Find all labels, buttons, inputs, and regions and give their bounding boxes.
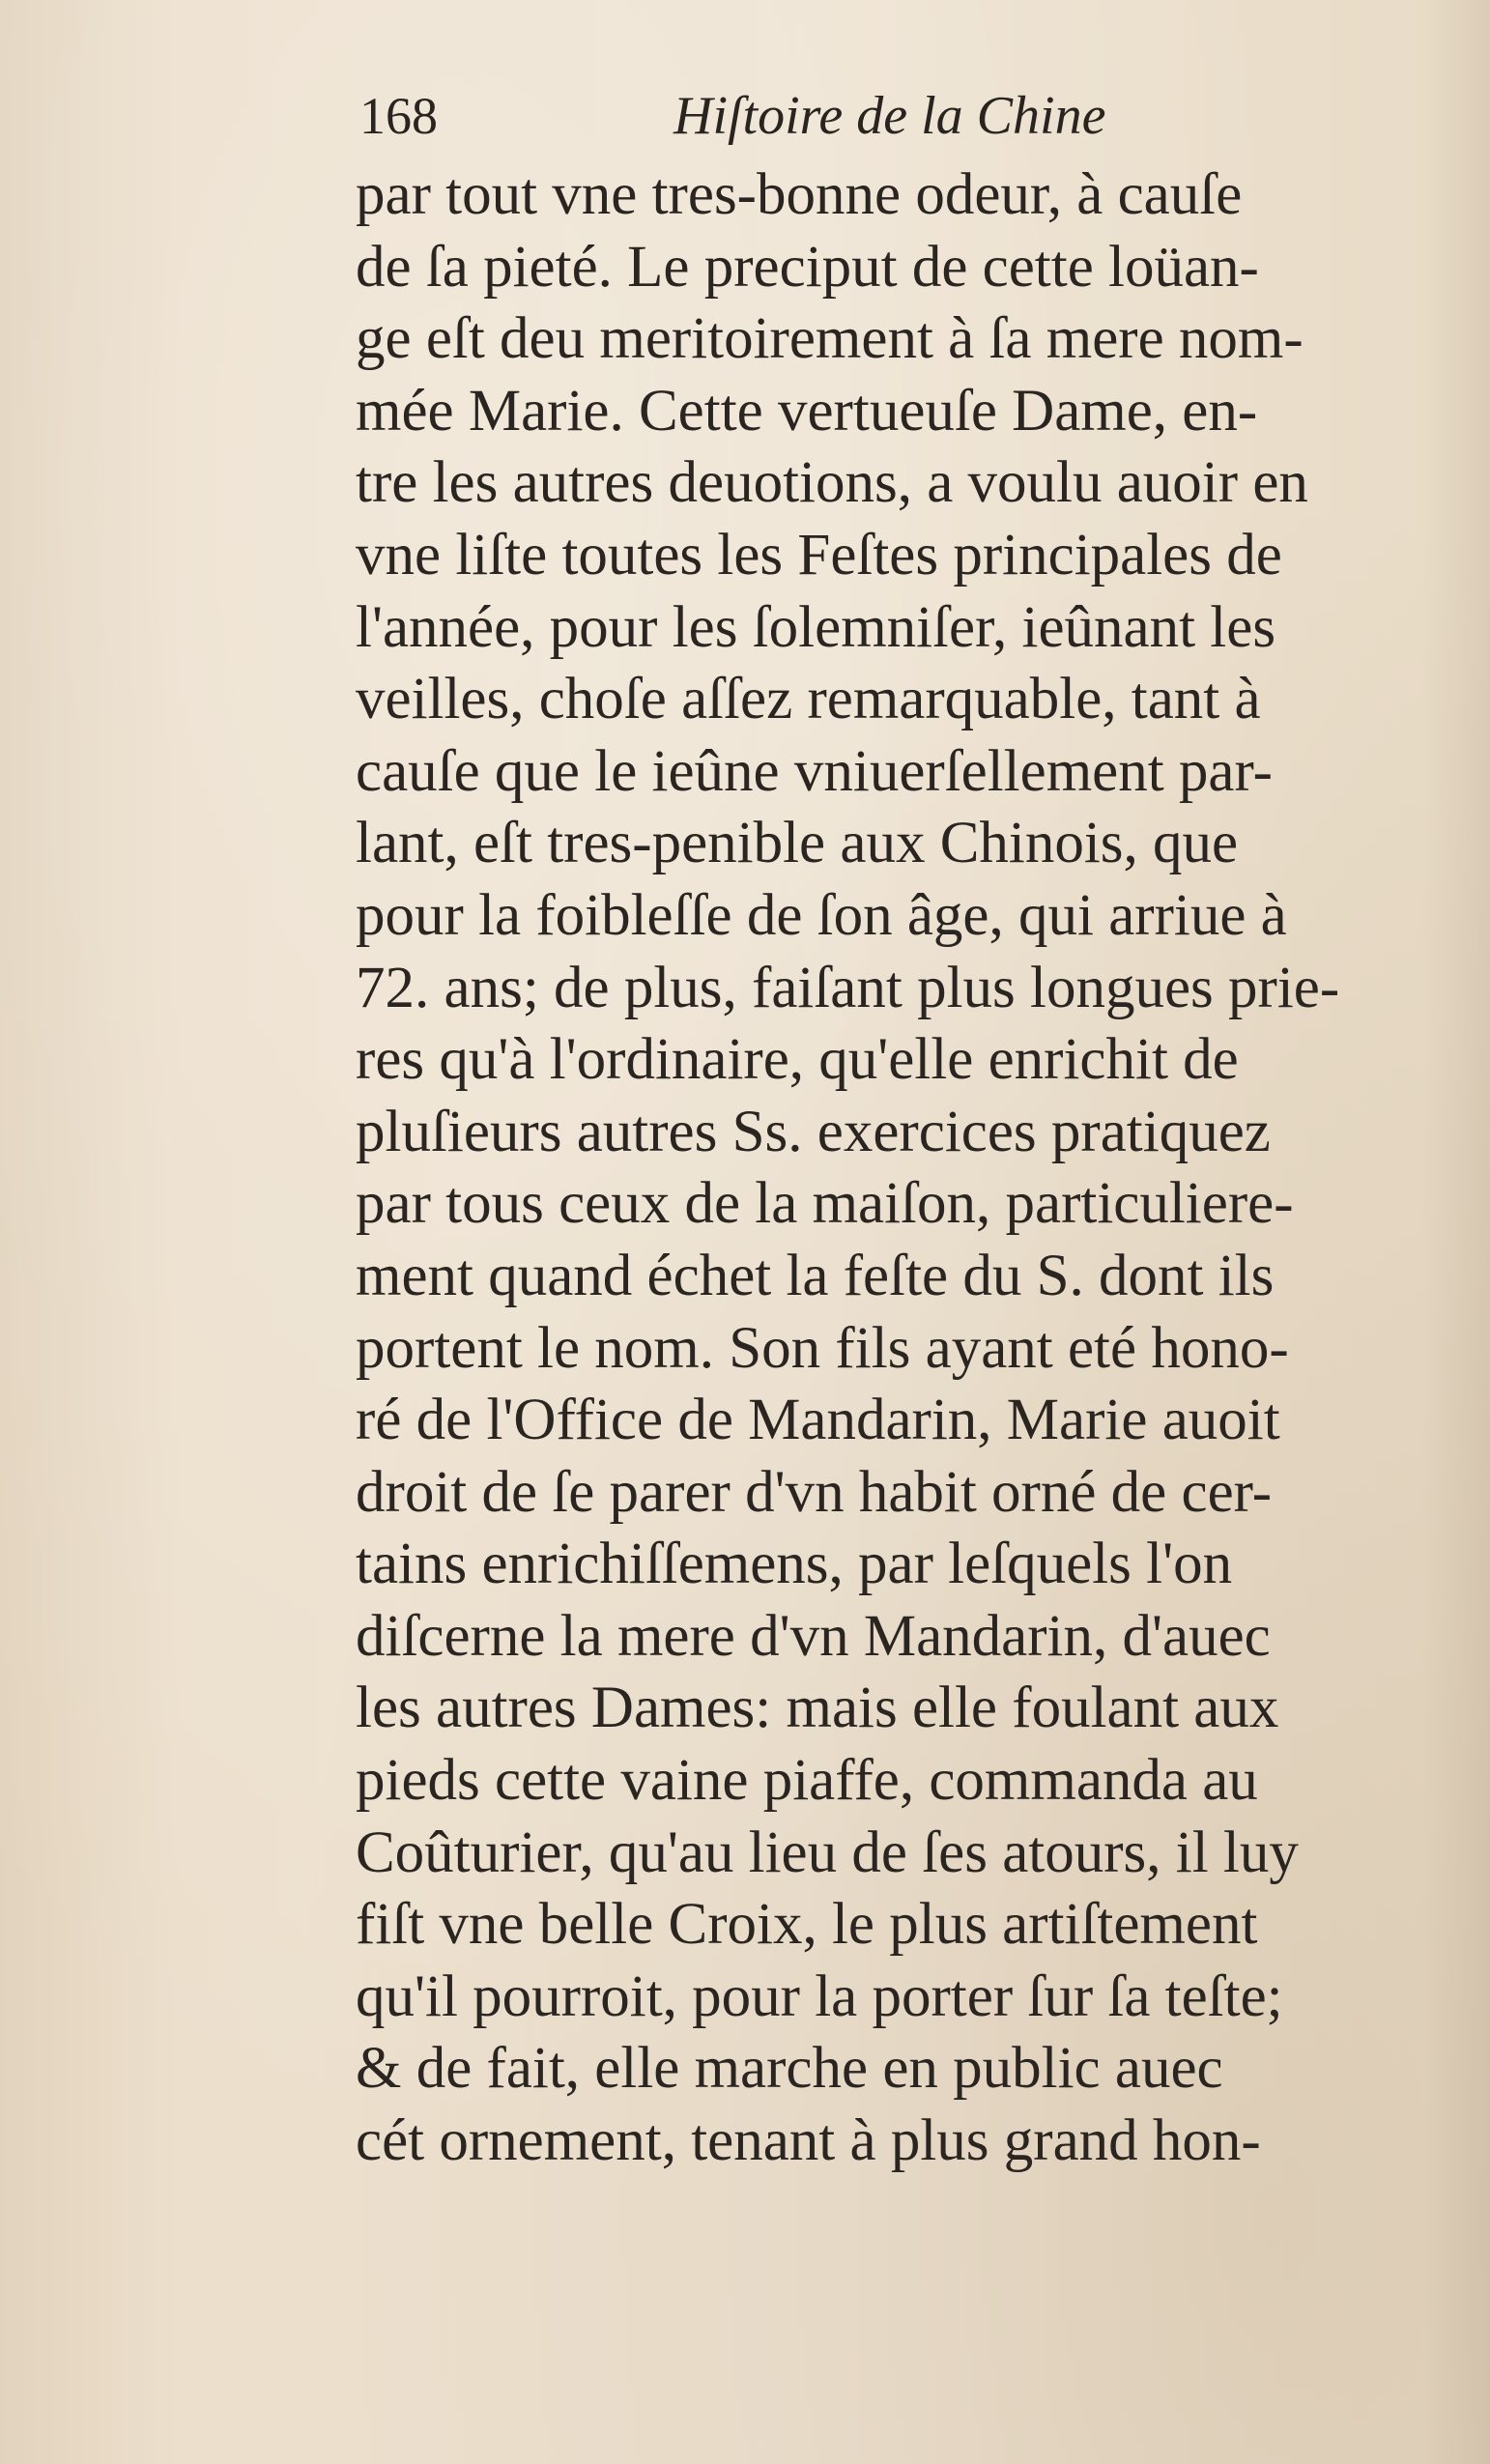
- text-line: tains enrichiſſemens, par leſquels l'on: [356, 1532, 1233, 1597]
- text-line: par tout vne tres-bonne odeur, à cauſe: [356, 162, 1243, 227]
- text-line: pour la foibleſſe de ſon âge, qui arriue à: [356, 882, 1287, 948]
- text-line: diſcerne la mere d'vn Mandarin, d'auec: [356, 1603, 1271, 1669]
- text-line: veilles, choſe aſſez remarquable, tant à: [356, 667, 1261, 732]
- text-line: par tous ceux de la maiſon, particuliere-: [356, 1171, 1294, 1237]
- text-line: 72. ans; de plus, faiſant plus longues prie-: [356, 955, 1340, 1020]
- page-header: [359, 82, 1229, 150]
- text-line: fiſt vne belle Croix, le plus artiſtement: [356, 1892, 1258, 1958]
- text-line: pluſieurs autres Ss. exercices pratiquez: [356, 1099, 1271, 1164]
- text-line: de ſa pieté. Le preciput de cette loüan-: [356, 234, 1259, 300]
- text-line: droit de ſe parer d'vn habit orné de cer-: [356, 1459, 1273, 1525]
- page-edge-shadow: [1422, 0, 1490, 2464]
- text-line: portent le nom. Son fils ayant eté hono-: [356, 1315, 1289, 1381]
- text-line: tre les autres deuotions, a voulu auoir en: [356, 450, 1308, 516]
- text-line: & de fait, elle marche en public auec: [356, 2036, 1223, 2102]
- text-line: ge eſt deu meritoirement à ſa mere nom-: [356, 306, 1304, 372]
- text-line: pieds cette vaine piaffe, commanda au: [356, 1748, 1258, 1814]
- text-line: cauſe que le ieûne vniuerſellement par-: [356, 738, 1273, 804]
- text-line: mée Marie. Cette vertueuſe Dame, en-: [356, 378, 1258, 444]
- page-number: 168: [359, 87, 438, 145]
- text-line: res qu'à l'ordinaire, qu'elle enrichit de: [356, 1027, 1239, 1093]
- text-line: ré de l'Office de Mandarin, Marie auoit: [356, 1388, 1280, 1453]
- text-line: l'année, pour les ſolemniſer, ieûnant les: [356, 594, 1276, 660]
- running-title: Hiſtoire de la Chine: [673, 86, 1106, 146]
- text-line: lant, eſt tres-penible aux Chinois, que: [356, 811, 1239, 876]
- text-line: Coûturier, qu'au lieu de ſes atours, il luy: [356, 1819, 1299, 1885]
- text-line: qu'il pourroit, pour la porter ſur ſa teſte;: [356, 1963, 1283, 2029]
- body-text: [356, 159, 1418, 2178]
- text-line: ment quand échet la feſte du S. dont ils: [356, 1243, 1275, 1308]
- text-line: les autres Dames: mais elle foulant aux: [356, 1676, 1279, 1741]
- text-line: vne liſte toutes les Feſtes principales de: [356, 522, 1282, 587]
- text-line: cét ornement, tenant à plus grand hon-: [356, 2108, 1261, 2174]
